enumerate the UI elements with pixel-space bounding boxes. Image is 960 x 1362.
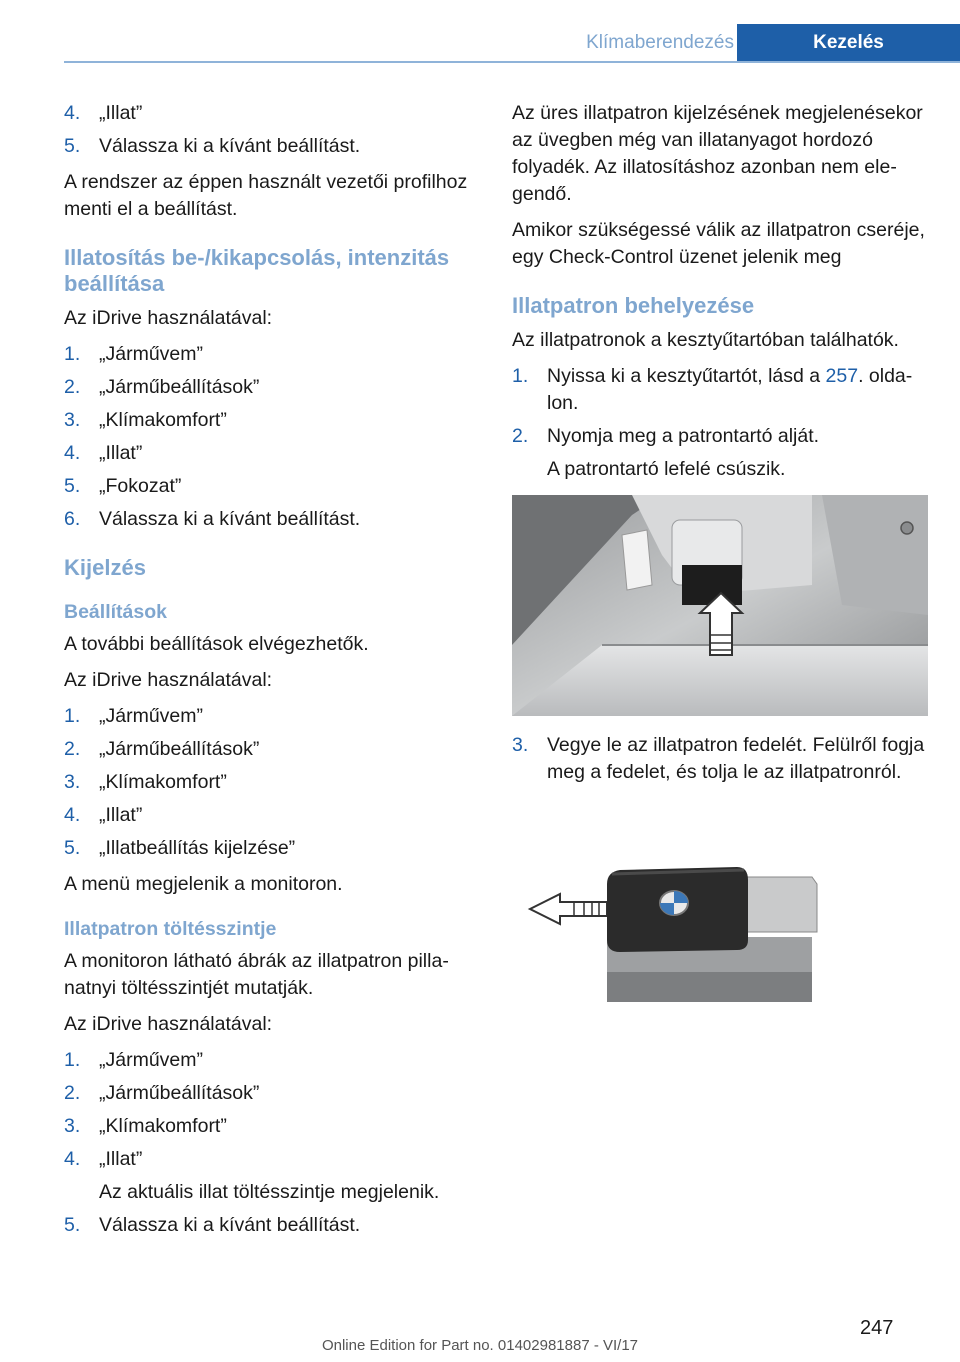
list-text: „Járműbeállítások” [99, 738, 260, 760]
header-rule [64, 61, 960, 63]
list-item [64, 1212, 482, 1239]
list-number: 3. [64, 409, 81, 431]
list-text: Válassza ki a kívánt beállítást. [99, 1214, 361, 1236]
list-text: „Járművem” [99, 343, 204, 365]
list-text: „Klímakomfort” [99, 771, 227, 793]
list-item [64, 1080, 482, 1107]
header-chapter-tab: Kezelés [737, 24, 960, 61]
list-number: 1. [512, 365, 529, 387]
paragraph: Az iDrive használatával: [64, 669, 273, 691]
list-item [64, 736, 482, 763]
list-text: „Illat” [99, 442, 143, 464]
page-number: 247 [860, 1317, 894, 1339]
paragraph: Az illatpatronok a kesztyűtartóban találhatók. [512, 329, 899, 351]
list-item [64, 133, 482, 160]
list-item [64, 802, 482, 829]
list-text: „Járműbeállítások” [99, 376, 260, 398]
page-reference-link[interactable]: 257 [825, 365, 859, 387]
list-text: „Illat” [99, 804, 143, 826]
list-text: Válassza ki a kívánt beállítást. [99, 135, 361, 157]
list-item [512, 732, 928, 786]
list-item [64, 769, 482, 796]
list-subtext: Az aktuális illat töltésszintje megjelenik. [99, 1181, 440, 1203]
list-item [64, 440, 482, 467]
list-number: 1. [64, 705, 81, 727]
section-heading: Kijelzés [64, 555, 146, 580]
list-text: . oldalon. [547, 365, 913, 414]
list-text: Válassza ki a kívánt beállítást. [99, 508, 361, 530]
paragraph: Amikor szükségessé válik az illatpatron cseréje, egy Check-Control üzenet jelenik meg [512, 219, 925, 268]
list-number: 4. [64, 102, 81, 124]
list-text: „Járműbeállítások” [99, 1082, 260, 1104]
list-text: „Járművem” [99, 705, 204, 727]
list-subtext: A patrontartó lefelé csúszik. [547, 458, 786, 480]
left-column [64, 100, 482, 1248]
list-number: 1. [64, 343, 81, 365]
list-item [64, 1113, 482, 1140]
list-item [512, 363, 928, 417]
paragraph: Az üres illatpatron kijelzésének megjelenésekor az üvegben még van illatanyagot hordozó folyadék. Az illatosításhoz azonban nem elegendő. [512, 102, 923, 205]
subsection-heading: Illatpatron töltésszintje [64, 918, 277, 940]
list-a [64, 100, 482, 160]
list-number: 2. [64, 738, 81, 760]
list-item [64, 473, 482, 500]
paragraph: A monitoron látható ábrák az illatpatron pillanatnyi töltésszintjét mutatják. [64, 950, 449, 999]
list-text: „Fokozat” [99, 475, 182, 497]
list-number: 6. [64, 508, 81, 530]
paragraph: A további beállítások elvégezhetők. [64, 633, 369, 655]
list-text: „Járművem” [99, 1049, 204, 1071]
list-number: 1. [64, 1049, 81, 1071]
list-text: Nyomja meg a patrontartó alját. [547, 425, 820, 447]
subsection-heading: Beállítások [64, 601, 167, 623]
paragraph: A rendszer az éppen használt vezetői profilhoz menti el a beállítást. [64, 171, 468, 220]
list-number: 4. [64, 442, 81, 464]
list-number: 3. [64, 1115, 81, 1137]
paragraph: A menü megjelenik a monitoron. [64, 873, 343, 895]
right-column [512, 100, 928, 1022]
cartridge-illustration [512, 822, 928, 1022]
list-number: 5. [64, 475, 81, 497]
steps-list [512, 363, 928, 483]
list-number: 3. [64, 771, 81, 793]
edition-footer: Online Edition for Part no. 01402981887 - VI/17 [321, 1337, 639, 1354]
list-item [64, 835, 482, 862]
list-number: 4. [64, 804, 81, 826]
list-number: 2. [64, 376, 81, 398]
paragraph: Az iDrive használatával: [64, 1013, 273, 1035]
list-number: 5. [64, 135, 81, 157]
list-item [512, 423, 928, 483]
section-heading: Illatosítás be-/kikapcsolás, intenzitás beállítása [64, 245, 450, 296]
list-text: „Klímakomfort” [99, 409, 227, 431]
glovebox-photo [512, 495, 928, 716]
list-item [64, 341, 482, 368]
list-text: „Illatbeállítás kijelzése” [99, 837, 296, 859]
list-text: Vegye le az illatpatron fedelét. Felülről fogja meg a fedelet, és tolja le az illatpatronról. [547, 734, 925, 783]
list-text: „Illat” [99, 102, 143, 124]
list-number: 2. [64, 1082, 81, 1104]
list-number: 2. [512, 425, 529, 447]
list-text: „Illat” [99, 1148, 143, 1170]
steps-list-continued [512, 732, 928, 786]
paragraph: Az iDrive használatával: [64, 307, 273, 329]
list-item [64, 506, 482, 533]
list-item [64, 1146, 482, 1206]
list-b [64, 341, 482, 533]
header-section-title: Klímaberendezés [586, 31, 734, 53]
list-number: 3. [512, 734, 529, 756]
list-c [64, 703, 482, 862]
section-heading: Illatpatron behelyezése [512, 293, 755, 318]
list-item [64, 407, 482, 434]
list-text: Nyissa ki a kesztyűtartót, lásd a [547, 365, 826, 387]
list-number: 4. [64, 1148, 81, 1170]
list-text: „Klímakomfort” [99, 1115, 227, 1137]
list-item [64, 703, 482, 730]
list-item [64, 374, 482, 401]
list-number: 5. [64, 837, 81, 859]
list-item [64, 100, 482, 127]
list-number: 5. [64, 1214, 81, 1236]
list-d [64, 1047, 482, 1239]
list-item [64, 1047, 482, 1074]
